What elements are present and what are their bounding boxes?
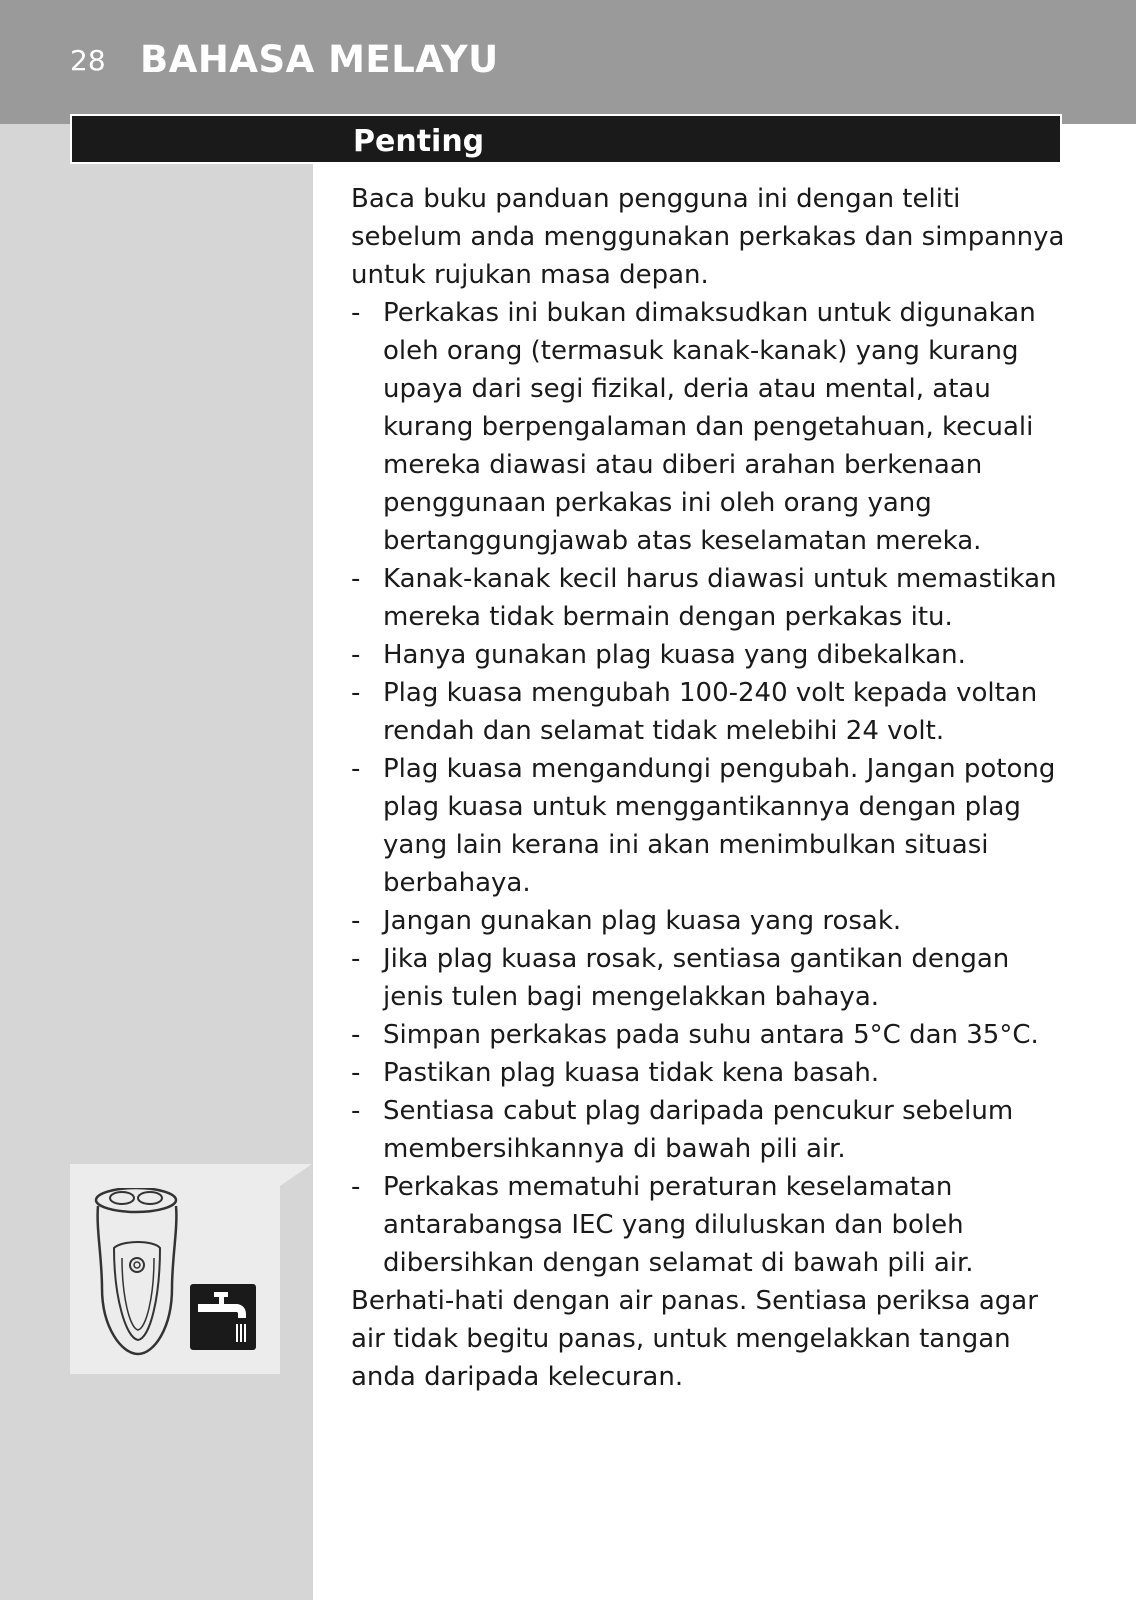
list-item-text: Jangan gunakan plag kuasa yang rosak. (383, 906, 902, 936)
bullet-dash: - (351, 754, 361, 784)
list-item-text: Perkakas mematuhi peraturan keselamatan antarabangsa IEC yang diluluskan dan boleh dibersihkan dengan selamat di bawah pili air. (383, 1172, 974, 1278)
list-item (351, 560, 1071, 636)
list-item (351, 1168, 1071, 1282)
bullet-dash: - (351, 564, 361, 594)
list-item (351, 1016, 1071, 1054)
list-item (351, 1054, 1071, 1092)
list-item (351, 294, 1071, 560)
bullet-dash: - (351, 1172, 361, 1202)
bullet-dash: - (351, 1058, 361, 1088)
bullet-dash: - (351, 678, 361, 708)
shaver-icon (92, 1188, 182, 1358)
bullet-dash: - (351, 1096, 361, 1126)
bullet-dash: - (351, 1020, 361, 1050)
page-number: 28 (70, 44, 106, 77)
outro-paragraph: Berhati-hati dengan air panas. Sentiasa periksa agar air tidak begitu panas, untuk mengelakkan tangan anda daripada kelecuran. (351, 1286, 1038, 1392)
list-item-text: Plag kuasa mengandungi pengubah. Jangan potong plag kuasa untuk menggantikannya dengan plag yang lain kerana ini akan menimbulkan situasi berbahaya. (383, 754, 1056, 898)
section-title: Penting (353, 124, 485, 159)
list-item-text: Sentiasa cabut plag daripada pencukur sebelum membersihkannya di bawah pili air. (383, 1096, 1014, 1164)
list-item-text: Kanak-kanak kecil harus diawasi untuk memastikan mereka tidak bermain dengan perkakas itu. (383, 564, 1057, 632)
language-heading: BAHASA MELAYU (140, 38, 499, 81)
list-item (351, 636, 1071, 674)
list-item (351, 940, 1071, 1016)
list-item-text: Plag kuasa mengubah 100-240 volt kepada voltan rendah dan selamat tidak melebihi 24 volt. (383, 678, 1038, 746)
safety-list (351, 294, 1071, 1282)
list-item (351, 674, 1071, 750)
main-content (351, 180, 1071, 1396)
list-item (351, 750, 1071, 902)
left-margin-column (0, 124, 313, 1600)
list-item (351, 1092, 1071, 1168)
figure-pointer (280, 1164, 316, 1214)
intro-paragraph: Baca buku panduan pengguna ini dengan teliti sebelum anda menggunakan perkakas dan simpannya untuk rujukan masa depan. (351, 184, 1065, 290)
bullet-dash: - (351, 944, 361, 974)
illustration-box (70, 1164, 280, 1374)
water-tap-icon (190, 1284, 256, 1350)
list-item (351, 902, 1071, 940)
list-item-text: Hanya gunakan plag kuasa yang dibekalkan. (383, 640, 966, 670)
section-heading-bar (70, 114, 1062, 164)
list-item-text: Simpan perkakas pada suhu antara 5°C dan 35°C. (383, 1020, 1039, 1050)
bullet-dash: - (351, 906, 361, 936)
bullet-dash: - (351, 298, 361, 328)
list-item-text: Pastikan plag kuasa tidak kena basah. (383, 1058, 880, 1088)
list-item-text: Perkakas ini bukan dimaksudkan untuk digunakan oleh orang (termasuk kanak-kanak) yang kurang upaya dari segi fizikal, deria atau mental, atau kurang berpengalaman dan pengetahuan, kecuali mereka diawasi atau diberi arahan berkenaan penggunaan perkakas ini oleh orang yang bertanggungjawab atas keselamatan mereka. (383, 298, 1036, 556)
list-item-text: Jika plag kuasa rosak, sentiasa gantikan dengan jenis tulen bagi mengelakkan bahaya. (383, 944, 1010, 1012)
bullet-dash: - (351, 640, 361, 670)
